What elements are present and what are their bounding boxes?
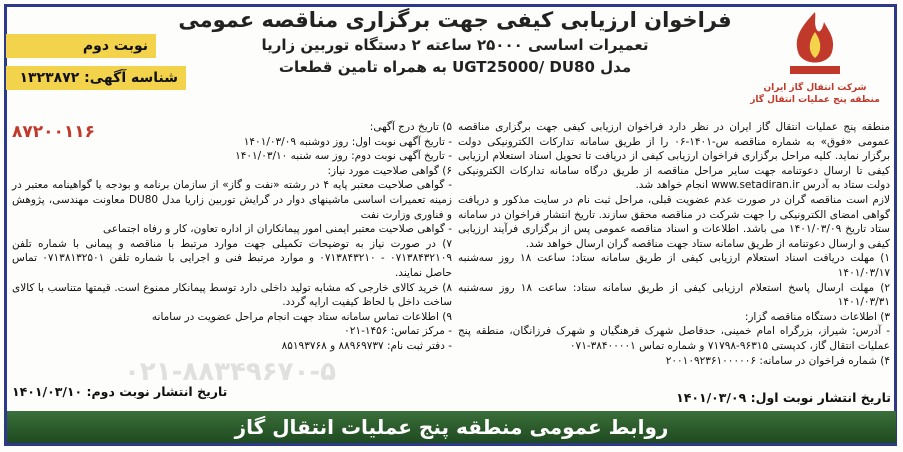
body-paragraph: ۴) شماره فراخوان در سامانه: ۲۰۰۱۰۹۲۳۶۱۰۰۰۰۰۶ [665, 354, 890, 367]
body-paragraph: ۸) خرید کالای خارجی که مشابه تولید داخلی دارد توسط پیمانکار ممنوع است. قیمتها متناسب با کالای ساخت داخل با لحاظ کیفیت ارایه گردد. [12, 281, 452, 309]
body-paragraph: - تاریخ آگهی نوبت اول: روز دوشنبه ۱۴۰۱/۰۳/۰۹ [243, 135, 452, 148]
body-paragraph: ۱) مهلت دریافت اسناد استعلام ارزیابی کیفی از طریق سامانه ستاد: ساعت ۱۸ روز سه‌شنبه ۱۴۰۱/۰۳/۱۷ [458, 252, 890, 279]
logo-text-line2: منطقه پنج عملیات انتقال گاز [750, 95, 880, 105]
ad-code: ۸۷۲۰۰۱۱۶ [12, 122, 96, 142]
body-paragraph: - گواهی صلاحیت معتبر پایه ۴ در رشته «نفت و گاز» از سازمان برنامه و بودجه یا گواهینامه معتبر در زمینه تعمیرات اساسی ماشینهای دوار در گرایش توربین زاریا مدل DU80 معاونت مهندسی، پژوهش و فناوری وزارت نفت [12, 179, 453, 221]
body-paragraph: - مرکز تماس: ۱۴۵۶-۰۲۱ [344, 325, 452, 338]
body-paragraph: - دفتر ثبت نام: ۸۸۹۶۹۷۳۷ و ۸۵۱۹۳۷۶۸ [281, 339, 452, 352]
title-line1: فراخوان ارزیابی کیفی جهت برگزاری مناقصه عمومی [178, 8, 732, 32]
title-line3: مدل UGT25000/ DU80 به همراه تامین قطعات [278, 58, 632, 76]
body-paragraph: ۳) اطلاعات دستگاه مناقصه گزار: [744, 310, 890, 323]
body-paragraph: - آدرس: شیراز، بزرگراه امام خمینی، حدفاصل شهرک فرهنگیان و شهرک فرزانگان، منطقه پنج عملیات انتقال گاز، کدپستی ۹۶۳۱۵-۷۱۷۹۸ و شماره تماس ۳۸۴۰۰۰۰۱-۰۷۱ [458, 325, 890, 352]
first-publish-date: تاریخ انتشار نوبت اول: ۱۴۰۱/۰۳/۰۹ [676, 390, 891, 405]
footer-banner: روابط عمومی منطقه پنج عملیات انتقال گاز [7, 411, 896, 443]
logo-caption [740, 82, 890, 106]
flame-logo-icon [780, 8, 850, 80]
body-right-column [458, 120, 890, 368]
body-paragraph: - تاریخ آگهی نوبت دوم: روز سه شنبه ۱۴۰۱/۰۳/۱۰ [235, 150, 452, 163]
body-left-column [12, 120, 452, 354]
title-line2: تعمیرات اساسی ۲۵۰۰۰ ساعته ۲ دستگاه توربین زاریا [261, 36, 649, 54]
body-paragraph: - گواهی صلاحیت معتبر ایمنی امور پیمانکاران از اداره تعاون، کار و رفاه اجتماعی [102, 223, 452, 236]
turn-badge: نوبت دوم [6, 34, 156, 58]
body-paragraph: ۵) تاریخ درج آگهی: [369, 121, 452, 133]
body-paragraph: ۹) اطلاعات تماس سامانه ستاد جهت انجام مراحل عضویت در سامانه [151, 310, 452, 323]
watermark-phone: ۰۲۱-۸۸۳۴۹۶۷۰-۵ [123, 357, 336, 387]
body-paragraph: منطقه پنج عملیات انتقال گاز ایران در نظر دارد فراخوان ارزیابی کیفی جهت برگزاری مناقصه عمومی «فوق» به شماره مناقصه س-۱۴۰۱-۰۶ را از طریق سامانه تدارکات الکترونیکی دولت برگزار نماید. کلیه مراحل برگزاری فراخوان ارزیابی کیفی از دریافت تا تحویل اسناد استعلام ارزیابی کیفی تا ارسال دعوتنامه جهت سایر مراحل مناقصه از طریق درگاه سامانه تدارکات الکترونیکی دولت ستاد به آدرس www.setadiran.ir انجام خواهد شد. [458, 121, 891, 192]
body-paragraph: لازم است مناقصه گران در صورت عدم عضویت قبلی، مراحل ثبت نام در سایت مذکور و دریافت گواهی امضای الکترونیکی را جهت شرکت در مناقصه محقق سازند. تاریخ انتشار فراخوان در سامانه ستاد تاریخ ۱۴۰۱/۰۳/۰۹ می باشد. اطلاعات و اسناد مناقصه عمومی پس از برگزاری فرآیند ارزیابی کیفی و ارسال دعوتنامه از طریق سامانه ستاد جهت مناقصه گران ارسال خواهد شد. [458, 193, 890, 250]
body-paragraph: ۲) مهلت ارسال پاسخ استعلام ارزیابی کیفی از طریق سامانه ستاد: ساعت ۱۸ روز سه‌شنبه ۱۴۰۱/۰۳/۳۱ [458, 281, 890, 309]
logo-text-line1: شرکت انتقال گاز ایران [763, 83, 867, 93]
ad-title [160, 6, 750, 78]
ad-id-badge: شناسه آگهی: ۱۳۲۳۸۷۲ [6, 66, 186, 90]
second-publish-date: تاریخ انتشار نوبت دوم: ۱۴۰۱/۰۳/۱۰ [12, 384, 228, 399]
body-paragraph: ۶) گواهی صلاحیت مورد نیاز: [327, 164, 452, 177]
body-paragraph: ۷) در صورت نیاز به توضیحات تکمیلی جهت موارد مرتبط با مناقصه و پیمانی با شماره تلفن ۰۷۱۳۸۴۳۲۱۰۹ - ۰۷۱۳۸۴۳۲۱۰ و موارد مرتبط فنی و اجرایی با شماره تلفن ۰۷۱۳۸۱۳۲۵۰۱ تماس حاصل نمایند. [12, 237, 452, 279]
company-logo [740, 8, 890, 128]
